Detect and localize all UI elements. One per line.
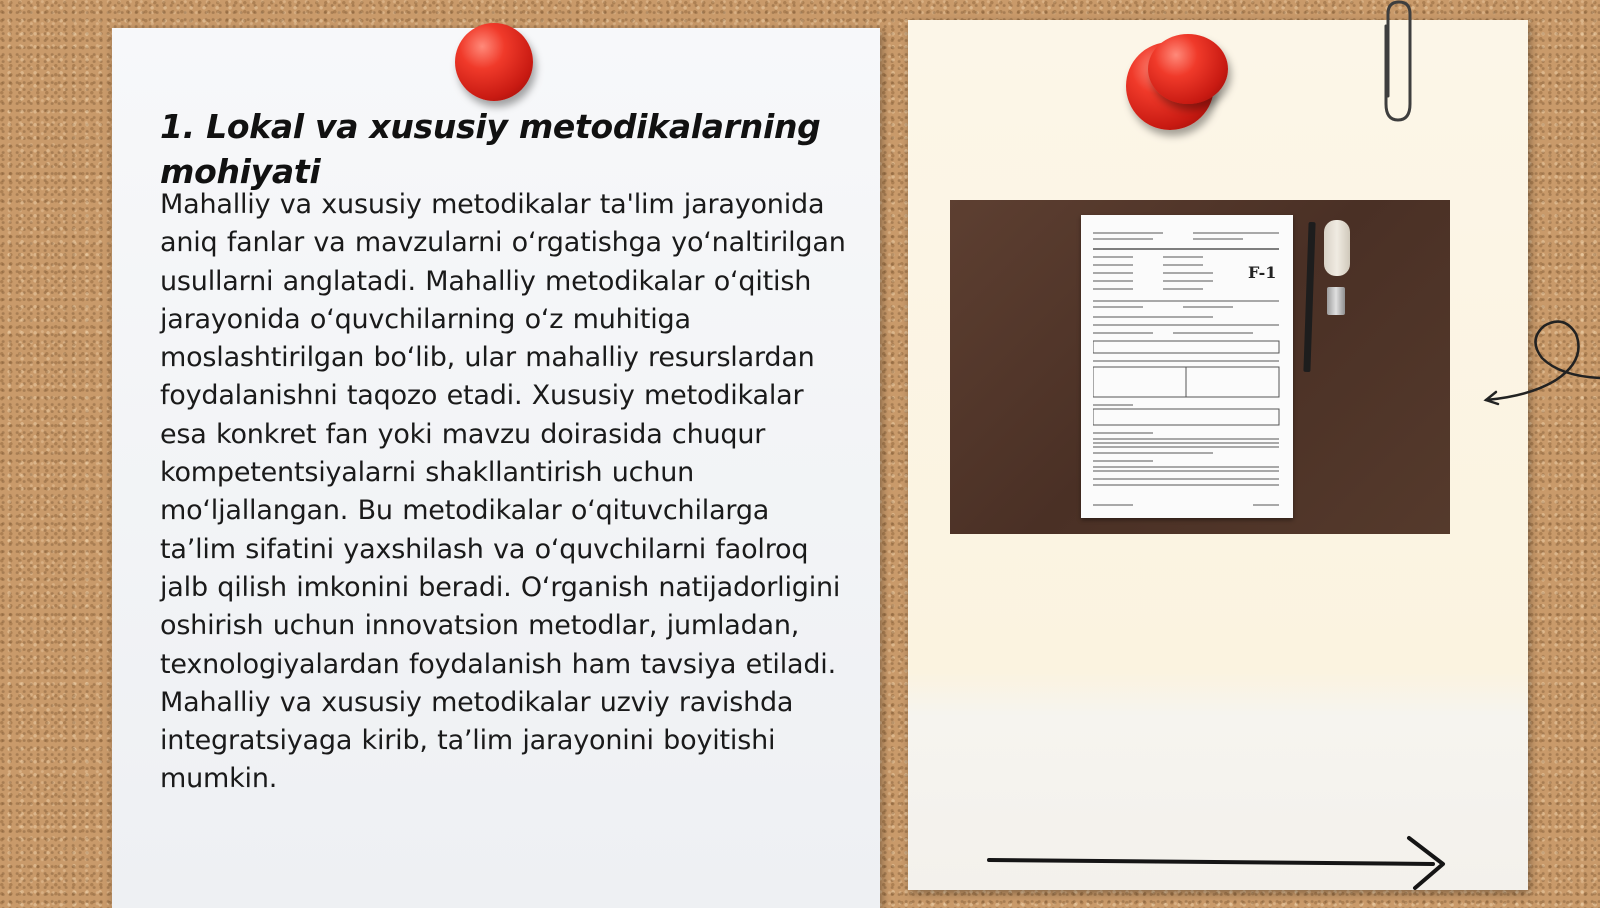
slide-heading: 1. Lokal va xususiy metodikalarning mohiyati	[160, 107, 821, 191]
slide-body-text: Mahalliy va xususiy metodikalar ta'lim jarayonida aniq fanlar va mavzularni o‘rgatishga yo‘naltirilgan usullarni anglatadi. Mahalliy metodikalar o‘qitish jarayonida o‘quvchilarning o‘z muhitiga moslashtirilgan bo‘lib, ular mahalliy resurslardan foydalanishni taqozo etadi. Xususiy metodikalar esa konkret fan yoki mavzu doirasida chuqur kompetentsiyalarni shakllantirish uchun mo‘ljallangan. Bu metodikalar o‘qituvchilarga ta’lim sifatini yaxshilash va o‘quvchilarni faolroq jalb qilish imkonini beradi. O‘rganish natijadorligini oshirish uchun innovatsion metodlar, jumladan, texnologiyalardan foydalanish ham tavsiya etiladi. Mahalliy va xususiy metodikalar uzviy ravishda integratsiyaga kirib, ta’lim jarayonini boyitishi mumkin.	[160, 189, 846, 795]
sharpener-icon	[1327, 287, 1345, 315]
form-photo	[950, 200, 1450, 534]
eraser-icon	[1324, 220, 1350, 276]
right-arrow-icon	[985, 830, 1455, 890]
pencil-icon	[1303, 222, 1315, 372]
paperclip-icon	[1372, 0, 1416, 126]
form-label: F-1	[1248, 263, 1277, 282]
loop-arrow-icon	[1480, 300, 1600, 410]
push-pin-icon	[1148, 34, 1228, 104]
form-document-image	[1081, 215, 1293, 518]
push-pin-icon	[455, 23, 533, 101]
